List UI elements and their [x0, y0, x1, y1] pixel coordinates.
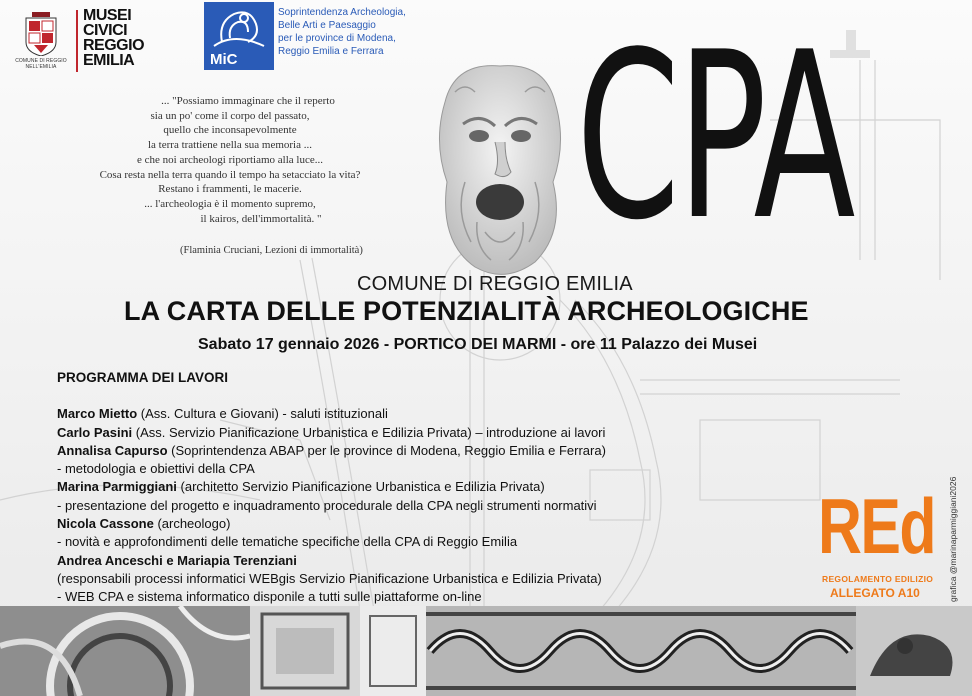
talk-topic: - metodologia e obiettivi della CPA	[57, 461, 255, 477]
program-line	[57, 442, 606, 460]
speaker-name: Annalisa Capurso	[57, 442, 168, 458]
program-line	[57, 405, 606, 423]
speaker-role: (architetto Servizio Pianificazione Urbanistica e Edilizia Privata)	[176, 479, 545, 495]
program-line	[57, 588, 606, 606]
event-date-line: Sabato 17 gennaio 2026 - PORTICO DEI MARMI - ore 11 Palazzo dei Musei	[198, 336, 758, 353]
program-heading: PROGRAMMA DEI LAVORI	[57, 370, 228, 385]
graphic-credit	[948, 470, 962, 602]
quote-line: ... l'archeologia è il momento supremo,	[144, 197, 316, 210]
red-wordmark: REd	[818, 482, 935, 570]
mosaic-panel	[250, 606, 360, 696]
musei-civici-logo	[10, 6, 190, 76]
speaker-name: Carlo Pasini	[57, 424, 133, 440]
program-line	[57, 515, 606, 533]
musei-line: CIVICI	[83, 22, 128, 39]
mosaic-panel	[426, 606, 856, 696]
program-line	[57, 478, 606, 496]
program-block	[57, 369, 606, 607]
quote-line: sia un po' come il corpo del passato,	[150, 109, 310, 122]
speaker-role: (Ass. Cultura e Giovani) - saluti istituzionali	[137, 406, 388, 422]
mic-emblem-icon	[204, 2, 274, 52]
soprintendenza-line: Belle Arti e Paesaggio	[278, 20, 376, 31]
program-line	[57, 424, 606, 442]
program-line	[57, 497, 606, 515]
cpa-acronym: CPA	[576, 4, 853, 271]
mosaic-panel	[360, 606, 426, 696]
speaker-name: Marco Mietto	[57, 406, 138, 422]
quote-line: Cosa resta nella terra quando il tempo ha setacciato la vita?	[99, 168, 361, 181]
soprintendenza-line: per le province di Modena,	[278, 33, 396, 44]
quote-line: il kairos, dell'immortalità. "	[200, 212, 322, 225]
event-title: LA CARTA DELLE POTENZIALITÀ ARCHEOLOGICHE	[124, 296, 809, 326]
red-subtitle: REGOLAMENTO EDILIZIO	[822, 574, 934, 584]
quote-source: (Flaminia Cruciani, Lezioni di immortalità)	[180, 245, 363, 256]
musei-line: REGGIO	[83, 37, 145, 54]
musei-line: MUSEI	[83, 7, 132, 24]
talk-topic: - presentazione del progetto e inquadramento procedurale della CPA negli strumenti normativi	[57, 497, 597, 513]
mosaic-panel	[856, 606, 972, 696]
speaker-role: (archeologo)	[153, 516, 231, 532]
quote-line: ... "Possiamo immaginare che il reperto	[161, 95, 335, 107]
graphic-credit-text: grafica @marinaparmiggiani2026	[948, 476, 958, 602]
program-line	[57, 460, 606, 478]
speaker-role: (Soprintendenza ABAP per le province di Modena, Reggio Emilia e Ferrara)	[167, 442, 606, 458]
crest-caption: COMUNE DI REGGIO NELL'EMILIA	[15, 58, 67, 70]
soprintendenza-line: Soprintendenza Archeologia,	[278, 7, 406, 18]
quote-line: e che noi archeologi riportiamo alla luce...	[136, 153, 323, 166]
speaker-name: Andrea Anceschi e Mariapia Terenziani	[57, 552, 297, 568]
quote-block	[40, 94, 420, 226]
quote-line: la terra trattiene nella sua memoria ...	[147, 139, 312, 152]
red-regolamento-logo	[818, 482, 936, 606]
speaker-role: (Ass. Servizio Pianificazione Urbanistica e Edilizia Privata) – introduzione ai lavori	[132, 424, 606, 440]
quote-line: quello che inconsapevolmente	[163, 124, 297, 137]
mosaic-panel	[0, 606, 250, 696]
mic-label: MiC	[210, 51, 238, 68]
quote-line: Restano i frammenti, le macerie.	[158, 183, 302, 196]
mosaic-strip-image	[0, 606, 972, 696]
program-line	[57, 570, 606, 588]
logo-divider	[76, 10, 78, 72]
comune-heading: COMUNE DI REGGIO EMILIA	[357, 273, 633, 295]
program-line	[57, 533, 606, 551]
talk-topic: - WEB CPA e sistema informatico disponile a tutti sulle piattaforme on-line	[57, 589, 482, 605]
crest-icon	[24, 12, 58, 56]
speaker-role: (responsabili processi informatici WEBgis Servizio Pianificazione Urbanistica e Edilizia Privata)	[57, 570, 602, 586]
soprintendenza-text	[278, 6, 438, 58]
speaker-name: Nicola Cassone	[57, 516, 154, 532]
theatre-mask-image	[425, 62, 575, 282]
soprintendenza-line: Reggio Emilia e Ferrara	[278, 46, 384, 57]
mic-logo	[204, 2, 274, 70]
red-allegato: ALLEGATO A10	[830, 586, 920, 600]
musei-line: EMILIA	[83, 52, 135, 69]
talk-topic: - novità e approfondimenti delle tematiche specifiche della CPA di Reggio Emilia	[57, 534, 518, 550]
musei-civici-wordmark	[83, 8, 144, 68]
speaker-name: Marina Parmiggiani	[57, 479, 177, 495]
program-line	[57, 552, 606, 570]
